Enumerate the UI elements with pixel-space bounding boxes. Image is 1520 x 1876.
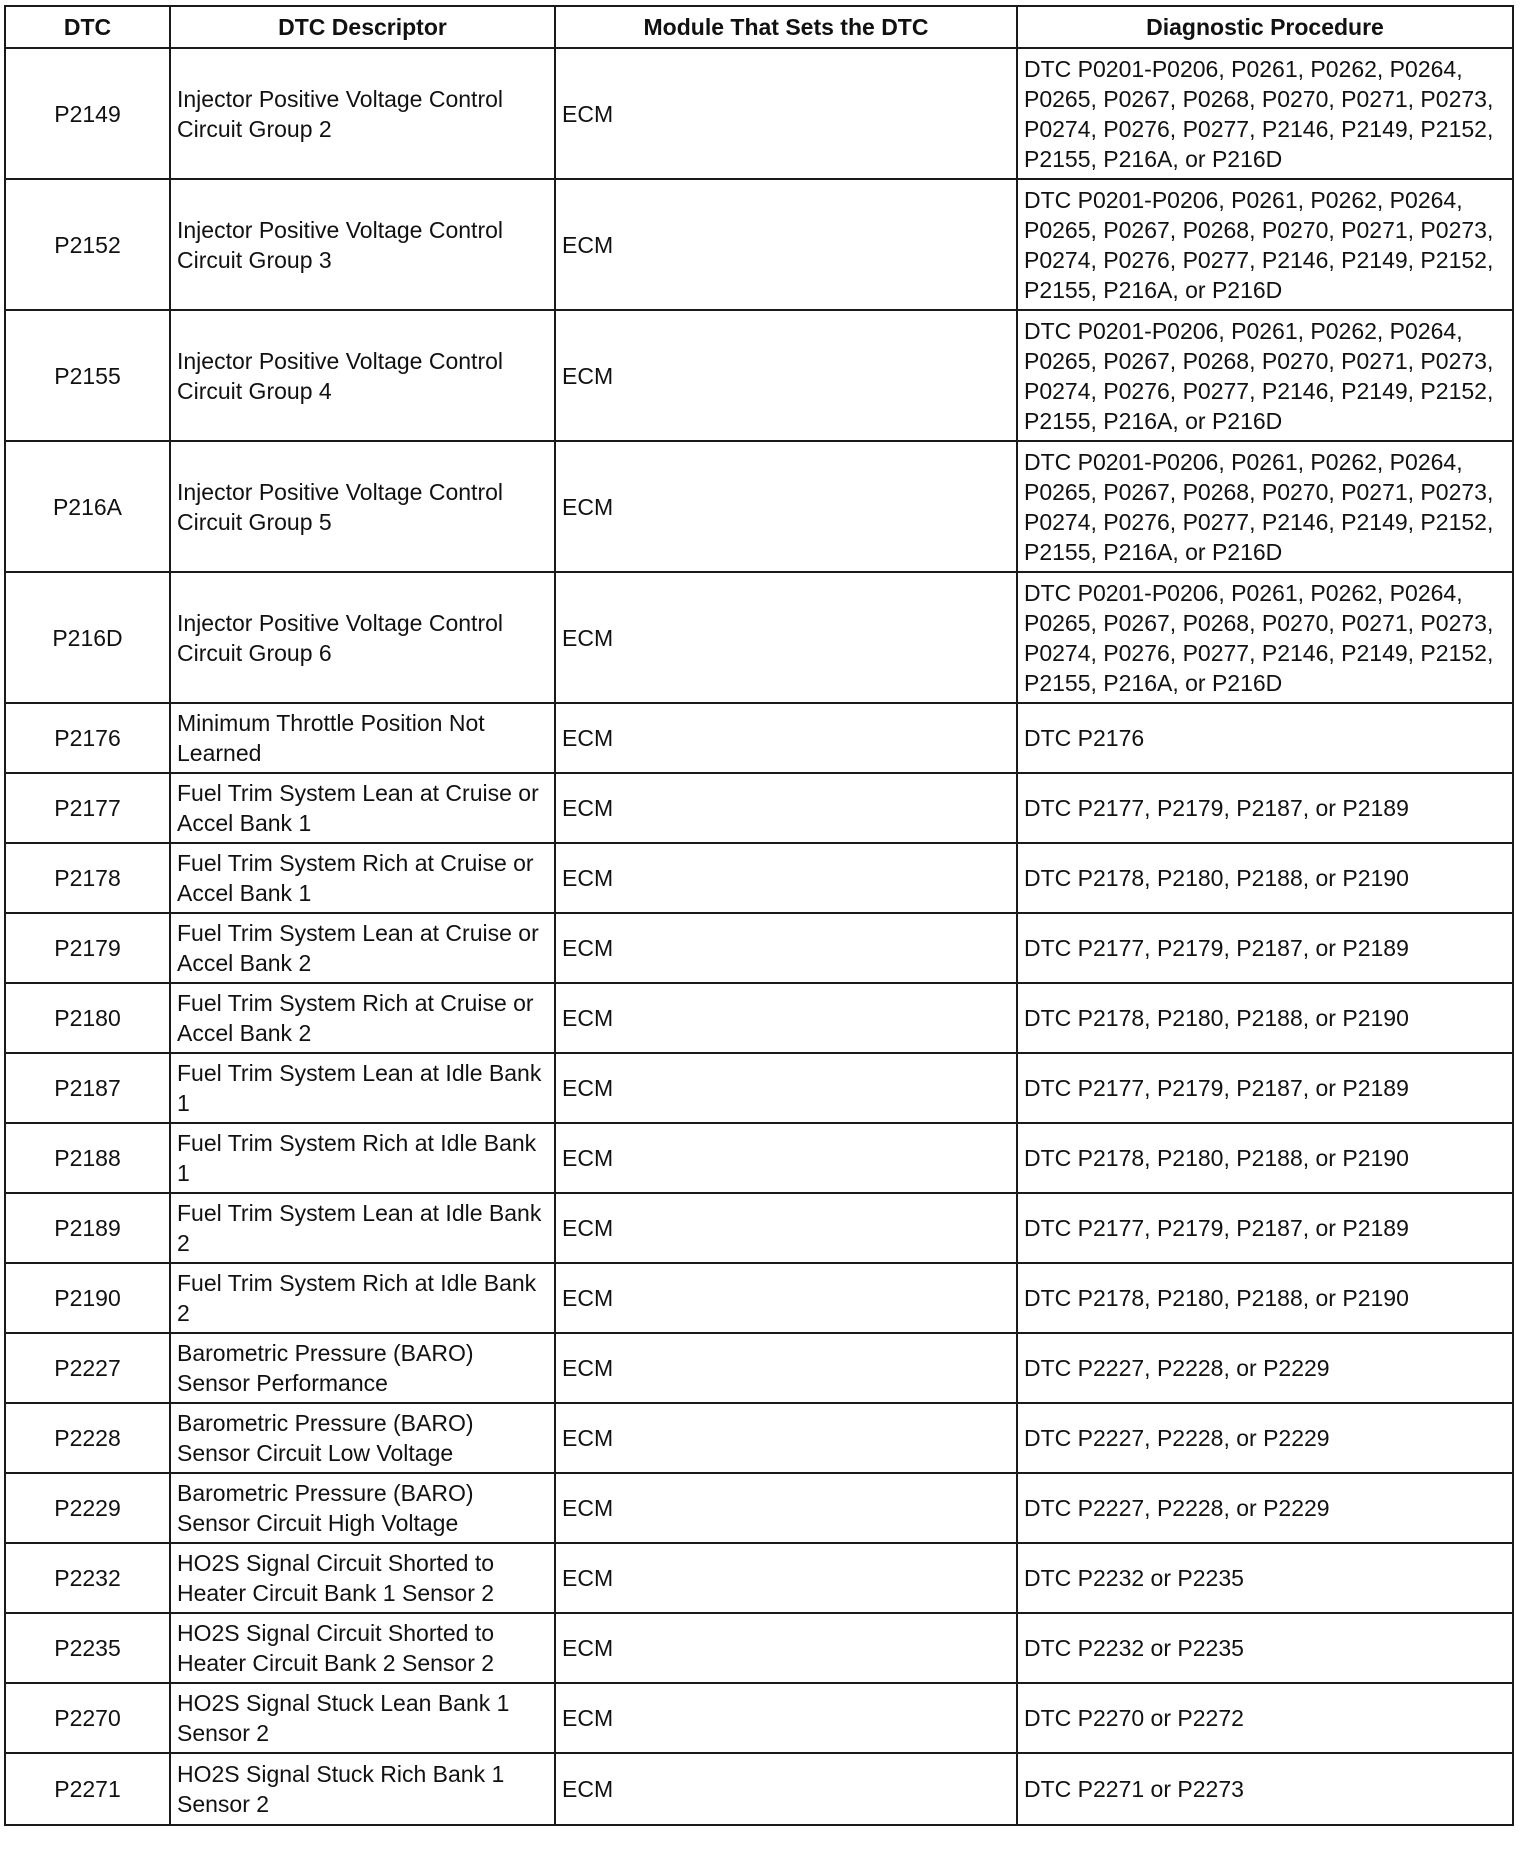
dtc-module: ECM [555,179,1017,310]
table-row [5,1753,1513,1825]
dtc-descriptor: Barometric Pressure (BARO) Sensor Circuit High Voltage [170,1473,555,1543]
table-row [5,983,1513,1053]
dtc-descriptor: Injector Positive Voltage Control Circuit Group 2 [170,48,555,179]
diagnostic-procedure: DTC P2177, P2179, P2187, or P2189 [1017,913,1513,983]
dtc-code: P2187 [5,1053,170,1123]
dtc-module: ECM [555,1263,1017,1333]
diagnostic-procedure: DTC P0201-P0206, P0261, P0262, P0264, P0265, P0267, P0268, P0270, P0271, P0273, P0274, P0276, P0277, P2146, P2149, P2152, P2155, P216A, or P216D [1017,441,1513,572]
dtc-code: P2178 [5,843,170,913]
header-diagnostic-procedure: Diagnostic Procedure [1017,6,1513,48]
table-row [5,48,1513,179]
table-row [5,843,1513,913]
dtc-descriptor: Injector Positive Voltage Control Circuit Group 4 [170,310,555,441]
dtc-module: ECM [555,572,1017,703]
dtc-code: P2232 [5,1543,170,1613]
diagnostic-procedure: DTC P0201-P0206, P0261, P0262, P0264, P0265, P0267, P0268, P0270, P0271, P0273, P0274, P0276, P0277, P2146, P2149, P2152, P2155, P216A, or P216D [1017,310,1513,441]
dtc-descriptor: Fuel Trim System Lean at Cruise or Accel Bank 2 [170,913,555,983]
table-row [5,1333,1513,1403]
diagnostic-procedure: DTC P2177, P2179, P2187, or P2189 [1017,1193,1513,1263]
diagnostic-procedure: DTC P2177, P2179, P2187, or P2189 [1017,1053,1513,1123]
diagnostic-procedure: DTC P2227, P2228, or P2229 [1017,1333,1513,1403]
dtc-code: P2229 [5,1473,170,1543]
dtc-module: ECM [555,773,1017,843]
dtc-code: P2188 [5,1123,170,1193]
dtc-module: ECM [555,1193,1017,1263]
header-module: Module That Sets the DTC [555,6,1017,48]
table-row [5,572,1513,703]
dtc-code: P2190 [5,1263,170,1333]
table-row [5,441,1513,572]
table-row [5,1543,1513,1613]
dtc-module: ECM [555,843,1017,913]
dtc-code: P2179 [5,913,170,983]
dtc-descriptor: Barometric Pressure (BARO) Sensor Performance [170,1333,555,1403]
dtc-descriptor: Fuel Trim System Lean at Idle Bank 1 [170,1053,555,1123]
dtc-module: ECM [555,1543,1017,1613]
diagnostic-procedure: DTC P2177, P2179, P2187, or P2189 [1017,773,1513,843]
diagnostic-procedure: DTC P2178, P2180, P2188, or P2190 [1017,1123,1513,1193]
table-row [5,179,1513,310]
dtc-descriptor: Fuel Trim System Rich at Cruise or Accel Bank 1 [170,843,555,913]
dtc-descriptor: Fuel Trim System Lean at Cruise or Accel Bank 1 [170,773,555,843]
table-row [5,310,1513,441]
dtc-code: P2189 [5,1193,170,1263]
dtc-code: P2270 [5,1683,170,1753]
dtc-descriptor: HO2S Signal Stuck Lean Bank 1 Sensor 2 [170,1683,555,1753]
diagnostic-procedure: DTC P2176 [1017,703,1513,773]
dtc-module: ECM [555,1473,1017,1543]
dtc-descriptor: Injector Positive Voltage Control Circuit Group 6 [170,572,555,703]
dtc-code: P216A [5,441,170,572]
dtc-module: ECM [555,1683,1017,1753]
diagnostic-procedure: DTC P2178, P2180, P2188, or P2190 [1017,983,1513,1053]
dtc-descriptor: HO2S Signal Stuck Rich Bank 1 Sensor 2 [170,1753,555,1825]
table-header-row [5,6,1513,48]
table-row [5,1403,1513,1473]
table-row [5,1683,1513,1753]
dtc-descriptor: Fuel Trim System Rich at Idle Bank 2 [170,1263,555,1333]
table-row [5,773,1513,843]
diagnostic-procedure: DTC P2270 or P2272 [1017,1683,1513,1753]
header-dtc-descriptor: DTC Descriptor [170,6,555,48]
table-row [5,913,1513,983]
diagnostic-procedure: DTC P2178, P2180, P2188, or P2190 [1017,1263,1513,1333]
dtc-table [4,5,1514,1826]
diagnostic-procedure: DTC P2227, P2228, or P2229 [1017,1473,1513,1543]
dtc-code: P2227 [5,1333,170,1403]
dtc-module: ECM [555,1613,1017,1683]
dtc-descriptor: Injector Positive Voltage Control Circuit Group 3 [170,179,555,310]
dtc-code: P2180 [5,983,170,1053]
table-row [5,1123,1513,1193]
table-row [5,1263,1513,1333]
table-row [5,1613,1513,1683]
dtc-descriptor: Fuel Trim System Rich at Cruise or Accel Bank 2 [170,983,555,1053]
dtc-module: ECM [555,913,1017,983]
dtc-descriptor: Fuel Trim System Rich at Idle Bank 1 [170,1123,555,1193]
dtc-code: P216D [5,572,170,703]
dtc-module: ECM [555,48,1017,179]
dtc-module: ECM [555,1123,1017,1193]
diagnostic-procedure: DTC P2271 or P2273 [1017,1753,1513,1825]
dtc-module: ECM [555,310,1017,441]
dtc-descriptor: Barometric Pressure (BARO) Sensor Circuit Low Voltage [170,1403,555,1473]
diagnostic-procedure: DTC P2227, P2228, or P2229 [1017,1403,1513,1473]
dtc-code: P2152 [5,179,170,310]
dtc-module: ECM [555,1053,1017,1123]
diagnostic-procedure: DTC P0201-P0206, P0261, P0262, P0264, P0265, P0267, P0268, P0270, P0271, P0273, P0274, P0276, P0277, P2146, P2149, P2152, P2155, P216A, or P216D [1017,572,1513,703]
dtc-code: P2235 [5,1613,170,1683]
dtc-module: ECM [555,983,1017,1053]
dtc-code: P2271 [5,1753,170,1825]
dtc-descriptor: Minimum Throttle Position Not Learned [170,703,555,773]
dtc-descriptor: Injector Positive Voltage Control Circuit Group 5 [170,441,555,572]
dtc-descriptor: Fuel Trim System Lean at Idle Bank 2 [170,1193,555,1263]
dtc-module: ECM [555,703,1017,773]
dtc-module: ECM [555,1753,1017,1825]
diagnostic-procedure: DTC P2232 or P2235 [1017,1613,1513,1683]
dtc-code: P2155 [5,310,170,441]
diagnostic-procedure: DTC P0201-P0206, P0261, P0262, P0264, P0265, P0267, P0268, P0270, P0271, P0273, P0274, P0276, P0277, P2146, P2149, P2152, P2155, P216A, or P216D [1017,48,1513,179]
table-row [5,1053,1513,1123]
dtc-module: ECM [555,441,1017,572]
diagnostic-procedure: DTC P0201-P0206, P0261, P0262, P0264, P0265, P0267, P0268, P0270, P0271, P0273, P0274, P0276, P0277, P2146, P2149, P2152, P2155, P216A, or P216D [1017,179,1513,310]
diagnostic-procedure: DTC P2232 or P2235 [1017,1543,1513,1613]
dtc-descriptor: HO2S Signal Circuit Shorted to Heater Circuit Bank 2 Sensor 2 [170,1613,555,1683]
dtc-module: ECM [555,1403,1017,1473]
dtc-code: P2149 [5,48,170,179]
dtc-module: ECM [555,1333,1017,1403]
header-dtc: DTC [5,6,170,48]
table-row [5,703,1513,773]
diagnostic-procedure: DTC P2178, P2180, P2188, or P2190 [1017,843,1513,913]
dtc-code: P2228 [5,1403,170,1473]
dtc-code: P2177 [5,773,170,843]
dtc-code: P2176 [5,703,170,773]
table-row [5,1473,1513,1543]
dtc-descriptor: HO2S Signal Circuit Shorted to Heater Circuit Bank 1 Sensor 2 [170,1543,555,1613]
table-row [5,1193,1513,1263]
